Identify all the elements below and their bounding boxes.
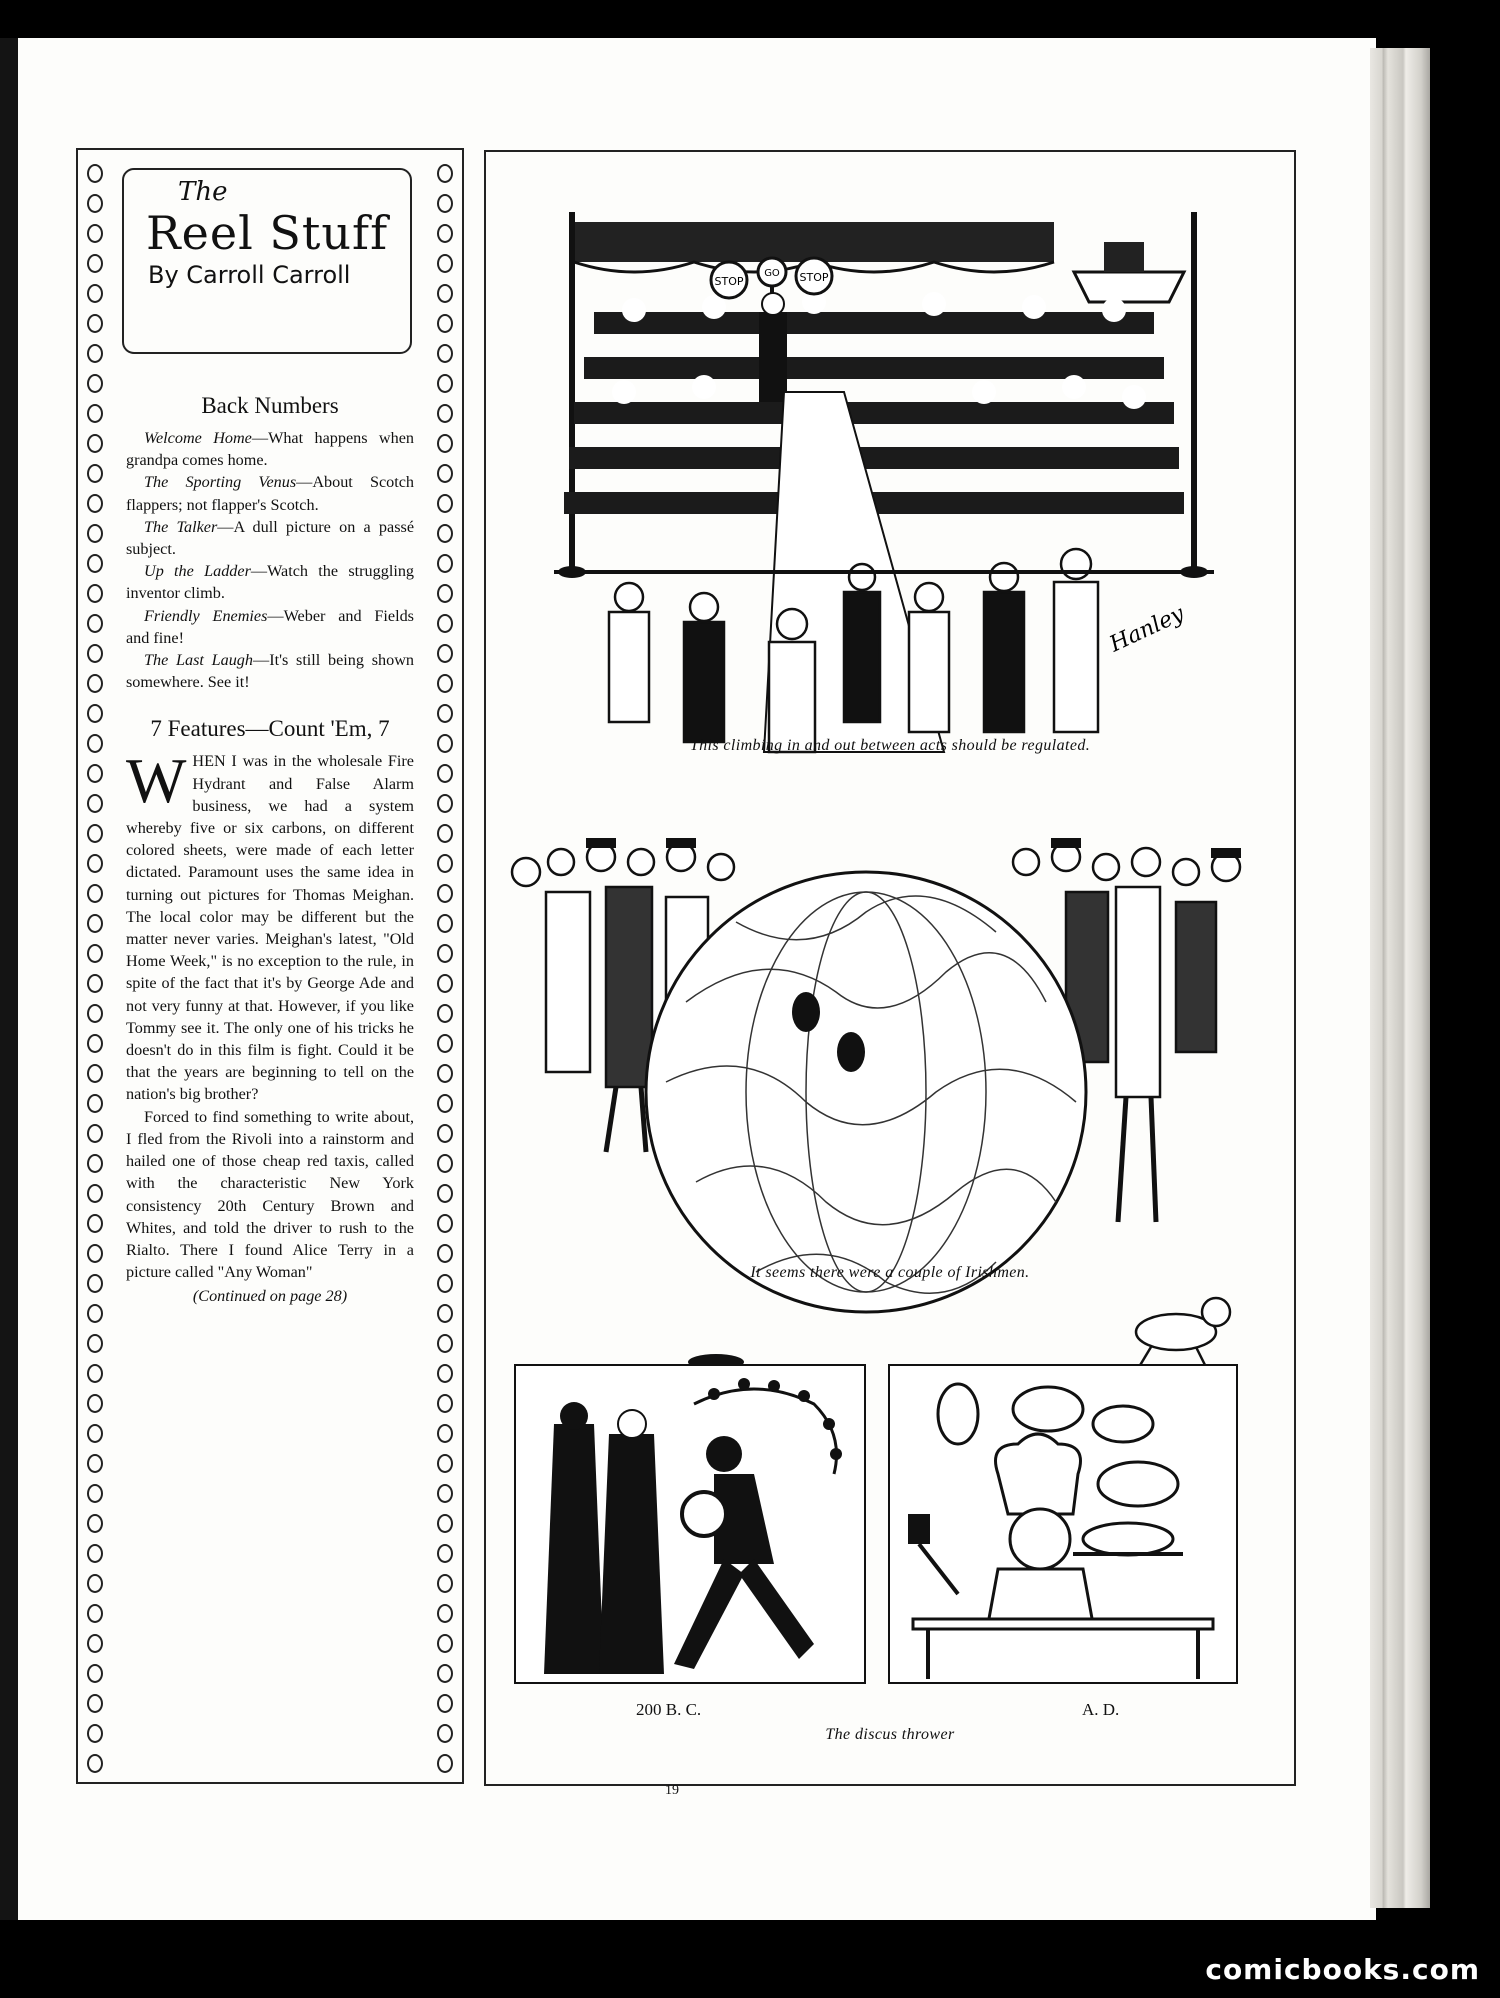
film-hole [87, 224, 103, 243]
film-hole [437, 764, 453, 783]
film-hole [87, 1424, 103, 1443]
film-hole [87, 284, 103, 303]
film-hole [87, 1244, 103, 1263]
body-paragraph-1: WHEN I was in the wholesale Fire Hydrant and False Alarm business, we had a system whereby five or six carbons, on different colored sheets, were made of each letter dictated. Paramount uses the same idea in turning out pictures for Thomas Meighan. The local color may be different but the matter never varies. Meighan's latest, "Old Home Week," is no exception to the rule, in spite of the fact that it's by George Ade and not very funny at that. However, if you like Tommy see it. The only one of his tricks he doesn't do in this film is fight. Could it be that the years are beginning to tell on the nation's big brother? [126, 745, 414, 1104]
film-hole [87, 164, 103, 183]
film-hole [437, 554, 453, 573]
film-hole [87, 854, 103, 873]
film-hole [87, 1754, 103, 1773]
film-hole [437, 164, 453, 183]
film-hole [87, 944, 103, 963]
back-number-item: The Sporting Venus—About Scotch flappers; not flapper's Scotch. [126, 473, 414, 514]
film-hole [437, 464, 453, 483]
film-hole [87, 1604, 103, 1623]
film-hole [437, 1604, 453, 1623]
film-hole [437, 794, 453, 813]
film-hole [87, 434, 103, 453]
globe-crowd-cartoon [506, 802, 1276, 1442]
film-hole [437, 314, 453, 333]
stop-sign-1: STOP [714, 275, 744, 288]
film-hole [87, 1034, 103, 1053]
film-hole [437, 1154, 453, 1173]
film-hole [437, 584, 453, 603]
film-hole [437, 1484, 453, 1503]
film-perforations-left [84, 164, 106, 1784]
artist-signature: Hanley [1105, 601, 1189, 658]
film-hole [437, 1214, 453, 1233]
film-hole [437, 1184, 453, 1203]
drop-cap: W [126, 745, 187, 817]
stop-sign-2: STOP [799, 271, 829, 284]
film-hole [437, 1424, 453, 1443]
film-hole [87, 344, 103, 363]
film-hole [87, 1274, 103, 1293]
film-hole [87, 1454, 103, 1473]
film-hole [437, 824, 453, 843]
film-hole [87, 674, 103, 693]
film-hole [437, 494, 453, 513]
caption-theater: This climbing in and out between acts should be regulated. [689, 737, 1091, 754]
film-hole [87, 1574, 103, 1593]
film-hole [87, 824, 103, 843]
film-hole [437, 404, 453, 423]
film-hole [437, 194, 453, 213]
film-hole [437, 1664, 453, 1683]
film-hole [437, 1034, 453, 1053]
film-hole [437, 1094, 453, 1113]
film-hole [437, 704, 453, 723]
film-hole [87, 1544, 103, 1563]
back-number-item: Friendly Enemies—Weber and Fields and fine! [126, 606, 414, 647]
film-hole [87, 704, 103, 723]
film-hole [437, 284, 453, 303]
film-hole [437, 614, 453, 633]
film-hole [437, 1004, 453, 1023]
site-watermark: comicbooks.com [1205, 1953, 1480, 1986]
film-hole [87, 974, 103, 993]
film-hole [437, 1454, 453, 1473]
film-hole [87, 1694, 103, 1713]
reel-stuff-column [76, 148, 464, 1784]
film-hole [437, 254, 453, 273]
film-hole [437, 884, 453, 903]
film-hole [437, 374, 453, 393]
continued-note: (Continued on page 28) [192, 1287, 348, 1306]
film-hole [437, 1694, 453, 1713]
film-hole [437, 914, 453, 933]
film-hole [437, 1244, 453, 1263]
column-text [126, 386, 414, 1308]
film-hole [437, 524, 453, 543]
film-hole [87, 1094, 103, 1113]
film-hole [87, 584, 103, 603]
film-hole [87, 1394, 103, 1413]
film-hole [87, 524, 103, 543]
title-the: The [178, 177, 228, 207]
film-hole [87, 1724, 103, 1743]
cartoon-panel [484, 150, 1296, 1786]
film-hole [437, 1334, 453, 1353]
column-title: Reel Stuff [146, 206, 389, 260]
film-hole [87, 1304, 103, 1323]
film-hole [437, 224, 453, 243]
caption-discus: The discus thrower [825, 1726, 955, 1743]
film-hole [87, 1634, 103, 1653]
byline: By Carroll Carroll [148, 261, 351, 289]
film-hole [87, 914, 103, 933]
film-hole [437, 1124, 453, 1143]
film-hole [87, 194, 103, 213]
film-hole [87, 1154, 103, 1173]
film-hole [437, 974, 453, 993]
film-hole [87, 1484, 103, 1503]
film-hole [437, 1514, 453, 1533]
film-hole [87, 554, 103, 573]
film-hole [437, 1754, 453, 1773]
film-hole [87, 254, 103, 273]
film-hole [437, 1394, 453, 1413]
film-hole [437, 1634, 453, 1653]
film-hole [437, 1304, 453, 1323]
film-hole [437, 1544, 453, 1563]
film-hole [87, 1004, 103, 1023]
back-number-item: Up the Ladder—Watch the struggling inventor climb. [126, 562, 415, 603]
film-hole [87, 884, 103, 903]
film-hole [87, 1664, 103, 1683]
film-hole [87, 464, 103, 483]
body-paragraph-2: Forced to find something to write about, I fled from the Rivoli into a rainstorm and hailed one of those cheap red taxis, called with the characteristic New York consistency 20th Century Brown and Whites, and told the driver to rush to the Rialto. There I found Alice Terry in a picture called "Any Woman" [126, 1107, 414, 1282]
go-sign: GO [764, 268, 780, 279]
theater-cartoon [514, 192, 1264, 762]
film-hole [87, 314, 103, 333]
film-hole [437, 734, 453, 753]
film-hole [437, 1724, 453, 1743]
film-hole [437, 1064, 453, 1083]
label-200-bc: 200 B. C. [636, 1700, 702, 1719]
pancake-chef-panel [888, 1364, 1238, 1684]
back-number-item: Welcome Home—What happens when grandpa comes home. [126, 429, 414, 470]
section-heading-back-numbers: Back Numbers [201, 393, 339, 418]
film-hole [437, 344, 453, 363]
film-perforations-right [434, 164, 456, 1784]
page-number: 19 [665, 1783, 679, 1798]
film-hole [87, 1064, 103, 1083]
film-hole [87, 494, 103, 513]
film-hole [437, 674, 453, 693]
film-hole [87, 1514, 103, 1533]
film-hole [87, 1334, 103, 1353]
film-hole [437, 1274, 453, 1293]
book-spine [0, 38, 18, 1920]
back-number-item: The Talker—A dull picture on a passé subject. [126, 517, 414, 559]
film-hole [87, 794, 103, 813]
film-hole [87, 734, 103, 753]
film-hole [437, 854, 453, 873]
film-hole [87, 614, 103, 633]
film-hole [437, 1574, 453, 1593]
caption-irishmen: It seems there were a couple of Irishmen. [750, 1264, 1030, 1281]
film-hole [87, 1214, 103, 1233]
discus-ancient-panel [514, 1364, 866, 1684]
film-hole [87, 374, 103, 393]
film-hole [87, 1364, 103, 1383]
film-hole [437, 944, 453, 963]
film-hole [87, 1184, 103, 1203]
film-hole [87, 1124, 103, 1143]
film-hole [437, 434, 453, 453]
film-hole [437, 644, 453, 663]
section-heading-features: 7 Features—Count 'Em, 7 [150, 716, 390, 742]
back-number-item: The Last Laugh—It's still being shown somewhere. See it! [126, 651, 414, 692]
film-hole [87, 644, 103, 663]
column-title-box [122, 168, 412, 354]
film-hole [437, 1364, 453, 1383]
label-ad: A. D. [1082, 1700, 1120, 1719]
page-edges [1370, 48, 1430, 1908]
film-hole [87, 764, 103, 783]
film-hole [87, 404, 103, 423]
